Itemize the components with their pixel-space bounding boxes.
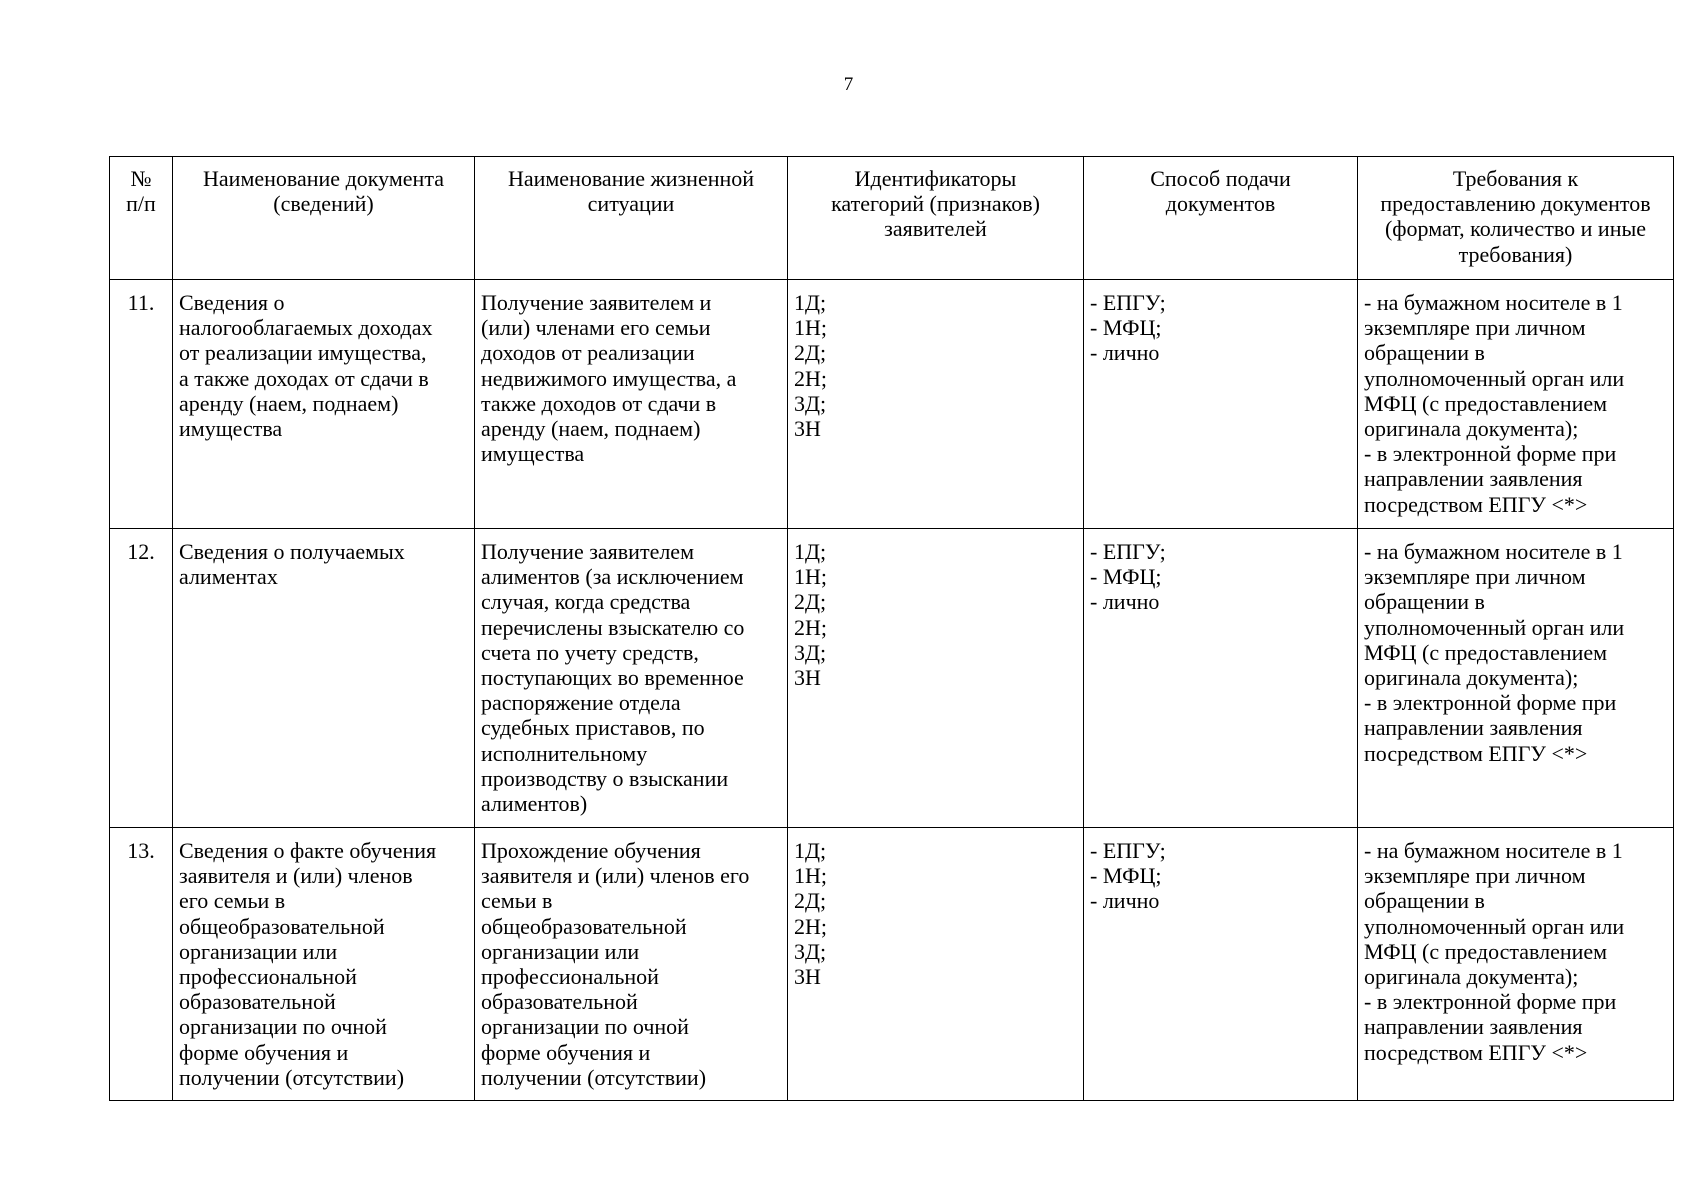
cell-line: 2Н; <box>794 614 827 640</box>
cell-row-number: 11. <box>110 280 173 529</box>
cell-line: посредством ЕПГУ <*> <box>1364 740 1588 766</box>
cell-category-ids <box>788 828 1084 1101</box>
cell-line: обращении в <box>1364 888 1485 914</box>
cell-submission-method <box>1084 828 1358 1101</box>
cell-line: профессиональной <box>179 964 357 990</box>
cell-line: а также доходах от сдачи в <box>179 365 429 391</box>
page-number: 7 <box>843 74 854 95</box>
cell-line: 1Н; <box>794 315 827 341</box>
cell-line: оригинала документа); <box>1364 416 1579 442</box>
cell-line: - ЕПГУ; <box>1090 290 1166 315</box>
cell-line: - лично <box>1090 888 1160 914</box>
cell-requirements <box>1358 828 1674 1101</box>
cell-line: поступающих во временное <box>481 665 744 691</box>
header-requirements: Требования к предоставлению документов (формат, количество и иные требования) <box>1358 157 1674 280</box>
cell-line: форме обучения и <box>481 1039 651 1065</box>
cell-line: 3Н <box>794 964 821 990</box>
cell-line: общеобразовательной <box>481 913 687 939</box>
cell-line: - МФЦ; <box>1090 863 1162 889</box>
header-submission-method: Способ подачи документов <box>1084 157 1358 280</box>
cell-line: - МФЦ; <box>1090 564 1162 590</box>
cell-line: алиментов (за исключением <box>481 564 744 590</box>
cell-life-situation <box>475 529 788 828</box>
cell-line: Сведения о получаемых <box>179 539 405 564</box>
cell-document-name <box>173 529 475 828</box>
cell-submission-method <box>1084 529 1358 828</box>
cell-line: - в электронной форме при <box>1364 690 1617 716</box>
cell-line: Прохождение обучения <box>481 838 701 863</box>
cell-life-situation <box>475 828 788 1101</box>
table-row <box>110 529 1674 828</box>
cell-line: направлении заявления <box>1364 466 1583 492</box>
cell-line: уполномоченный орган или <box>1364 913 1625 939</box>
cell-line: Получение заявителем <box>481 539 694 564</box>
cell-line: 1Д; <box>794 838 827 863</box>
cell-line: обращении в <box>1364 589 1485 615</box>
table-header-row <box>110 157 1674 280</box>
cell-line: производству о взыскании <box>481 765 729 791</box>
cell-row-number: 12. <box>110 529 173 828</box>
cell-line: посредством ЕПГУ <*> <box>1364 491 1588 517</box>
cell-line: организации по очной <box>481 1014 689 1040</box>
cell-line: 2Д; <box>794 888 827 914</box>
cell-line: МФЦ (с предоставлением <box>1364 639 1608 665</box>
cell-line: экземпляре при личном <box>1364 315 1586 341</box>
cell-line: 1Н; <box>794 564 827 590</box>
cell-line: аренду (наем, поднаем) <box>179 390 399 416</box>
cell-line: 3Д; <box>794 390 827 416</box>
cell-line: обращении в <box>1364 340 1485 366</box>
cell-line: заявителя и (или) членов <box>179 863 413 889</box>
cell-line: 3Д; <box>794 639 827 665</box>
cell-line: алиментах <box>179 564 278 590</box>
cell-line: имущества <box>481 441 585 467</box>
cell-line: доходов от реализации <box>481 340 695 366</box>
header-category-ids: Идентификаторы категорий (признаков) заявителей <box>788 157 1084 280</box>
cell-line: счета по учету средств, <box>481 639 699 665</box>
cell-submission-method <box>1084 280 1358 529</box>
table-row <box>110 828 1674 1101</box>
cell-line: Получение заявителем и <box>481 290 712 315</box>
cell-line: 1Д; <box>794 539 827 564</box>
cell-line: налогооблагаемых доходах <box>179 315 433 341</box>
cell-row-number: 13. <box>110 828 173 1101</box>
cell-line: 3Н <box>794 665 821 691</box>
cell-line: уполномоченный орган или <box>1364 365 1625 391</box>
cell-line: 2Н; <box>794 913 827 939</box>
cell-line: - в электронной форме при <box>1364 989 1617 1015</box>
cell-line: образовательной <box>481 989 638 1015</box>
cell-line: получении (отсутствии) <box>179 1064 405 1090</box>
cell-requirements <box>1358 529 1674 828</box>
cell-line: 1Д; <box>794 290 827 315</box>
cell-line: оригинала документа); <box>1364 665 1579 691</box>
cell-line: организации или <box>179 938 338 964</box>
documents-table <box>109 156 1674 1101</box>
header-document-name: Наименование документа (сведений) <box>173 157 475 280</box>
cell-line: посредством ЕПГУ <*> <box>1364 1039 1588 1065</box>
cell-category-ids <box>788 529 1084 828</box>
cell-document-name <box>173 828 475 1101</box>
cell-line: 3Н <box>794 416 821 442</box>
cell-line: - МФЦ; <box>1090 315 1162 341</box>
cell-line: 3Д; <box>794 938 827 964</box>
cell-line: заявителя и (или) членов его <box>481 863 750 889</box>
cell-line: случая, когда средства <box>481 589 691 615</box>
cell-line: МФЦ (с предоставлением <box>1364 938 1608 964</box>
cell-line: - на бумажном носителе в 1 <box>1364 838 1623 863</box>
cell-line: также доходов от сдачи в <box>481 390 717 416</box>
cell-line: организации или <box>481 938 640 964</box>
cell-line: направлении заявления <box>1364 715 1583 741</box>
cell-line: распоряжение отдела <box>481 690 681 716</box>
cell-line: экземпляре при личном <box>1364 863 1586 889</box>
cell-line: уполномоченный орган или <box>1364 614 1625 640</box>
cell-line: общеобразовательной <box>179 913 385 939</box>
cell-line: аренду (наем, поднаем) <box>481 416 701 442</box>
cell-line: имущества <box>179 416 283 442</box>
cell-line: его семьи в <box>179 888 286 914</box>
cell-line: - лично <box>1090 589 1160 615</box>
cell-line: алиментов) <box>481 791 588 817</box>
header-life-situation: Наименование жизненной ситуации <box>475 157 788 280</box>
cell-line: от реализации имущества, <box>179 340 427 366</box>
cell-line: Сведения о <box>179 290 285 315</box>
cell-line: (или) членами его семьи <box>481 315 711 341</box>
cell-line: - лично <box>1090 340 1160 366</box>
cell-line: оригинала документа); <box>1364 964 1579 990</box>
cell-line: форме обучения и <box>179 1039 349 1065</box>
cell-category-ids <box>788 280 1084 529</box>
cell-line: организации по очной <box>179 1014 387 1040</box>
cell-line: судебных приставов, по <box>481 715 705 741</box>
cell-life-situation <box>475 280 788 529</box>
cell-line: профессиональной <box>481 964 659 990</box>
cell-line: 2Д; <box>794 589 827 615</box>
cell-line: 2Н; <box>794 365 827 391</box>
cell-line: направлении заявления <box>1364 1014 1583 1040</box>
cell-line: - в электронной форме при <box>1364 441 1617 467</box>
cell-line: - ЕПГУ; <box>1090 838 1166 863</box>
cell-line: семьи в <box>481 888 553 914</box>
cell-line: перечислены взыскателю со <box>481 614 745 640</box>
header-number: № п/п <box>110 157 173 280</box>
cell-requirements <box>1358 280 1674 529</box>
cell-line: - на бумажном носителе в 1 <box>1364 539 1623 564</box>
cell-line: образовательной <box>179 989 336 1015</box>
cell-line: Сведения о факте обучения <box>179 838 437 863</box>
cell-line: 2Д; <box>794 340 827 366</box>
cell-line: получении (отсутствии) <box>481 1064 707 1090</box>
cell-line: недвижимого имущества, а <box>481 365 737 391</box>
cell-line: исполнительному <box>481 740 648 766</box>
cell-document-name <box>173 280 475 529</box>
table-row <box>110 280 1674 529</box>
cell-line: МФЦ (с предоставлением <box>1364 390 1608 416</box>
cell-line: 1Н; <box>794 863 827 889</box>
cell-line: экземпляре при личном <box>1364 564 1586 590</box>
cell-line: - на бумажном носителе в 1 <box>1364 290 1623 315</box>
cell-line: - ЕПГУ; <box>1090 539 1166 564</box>
